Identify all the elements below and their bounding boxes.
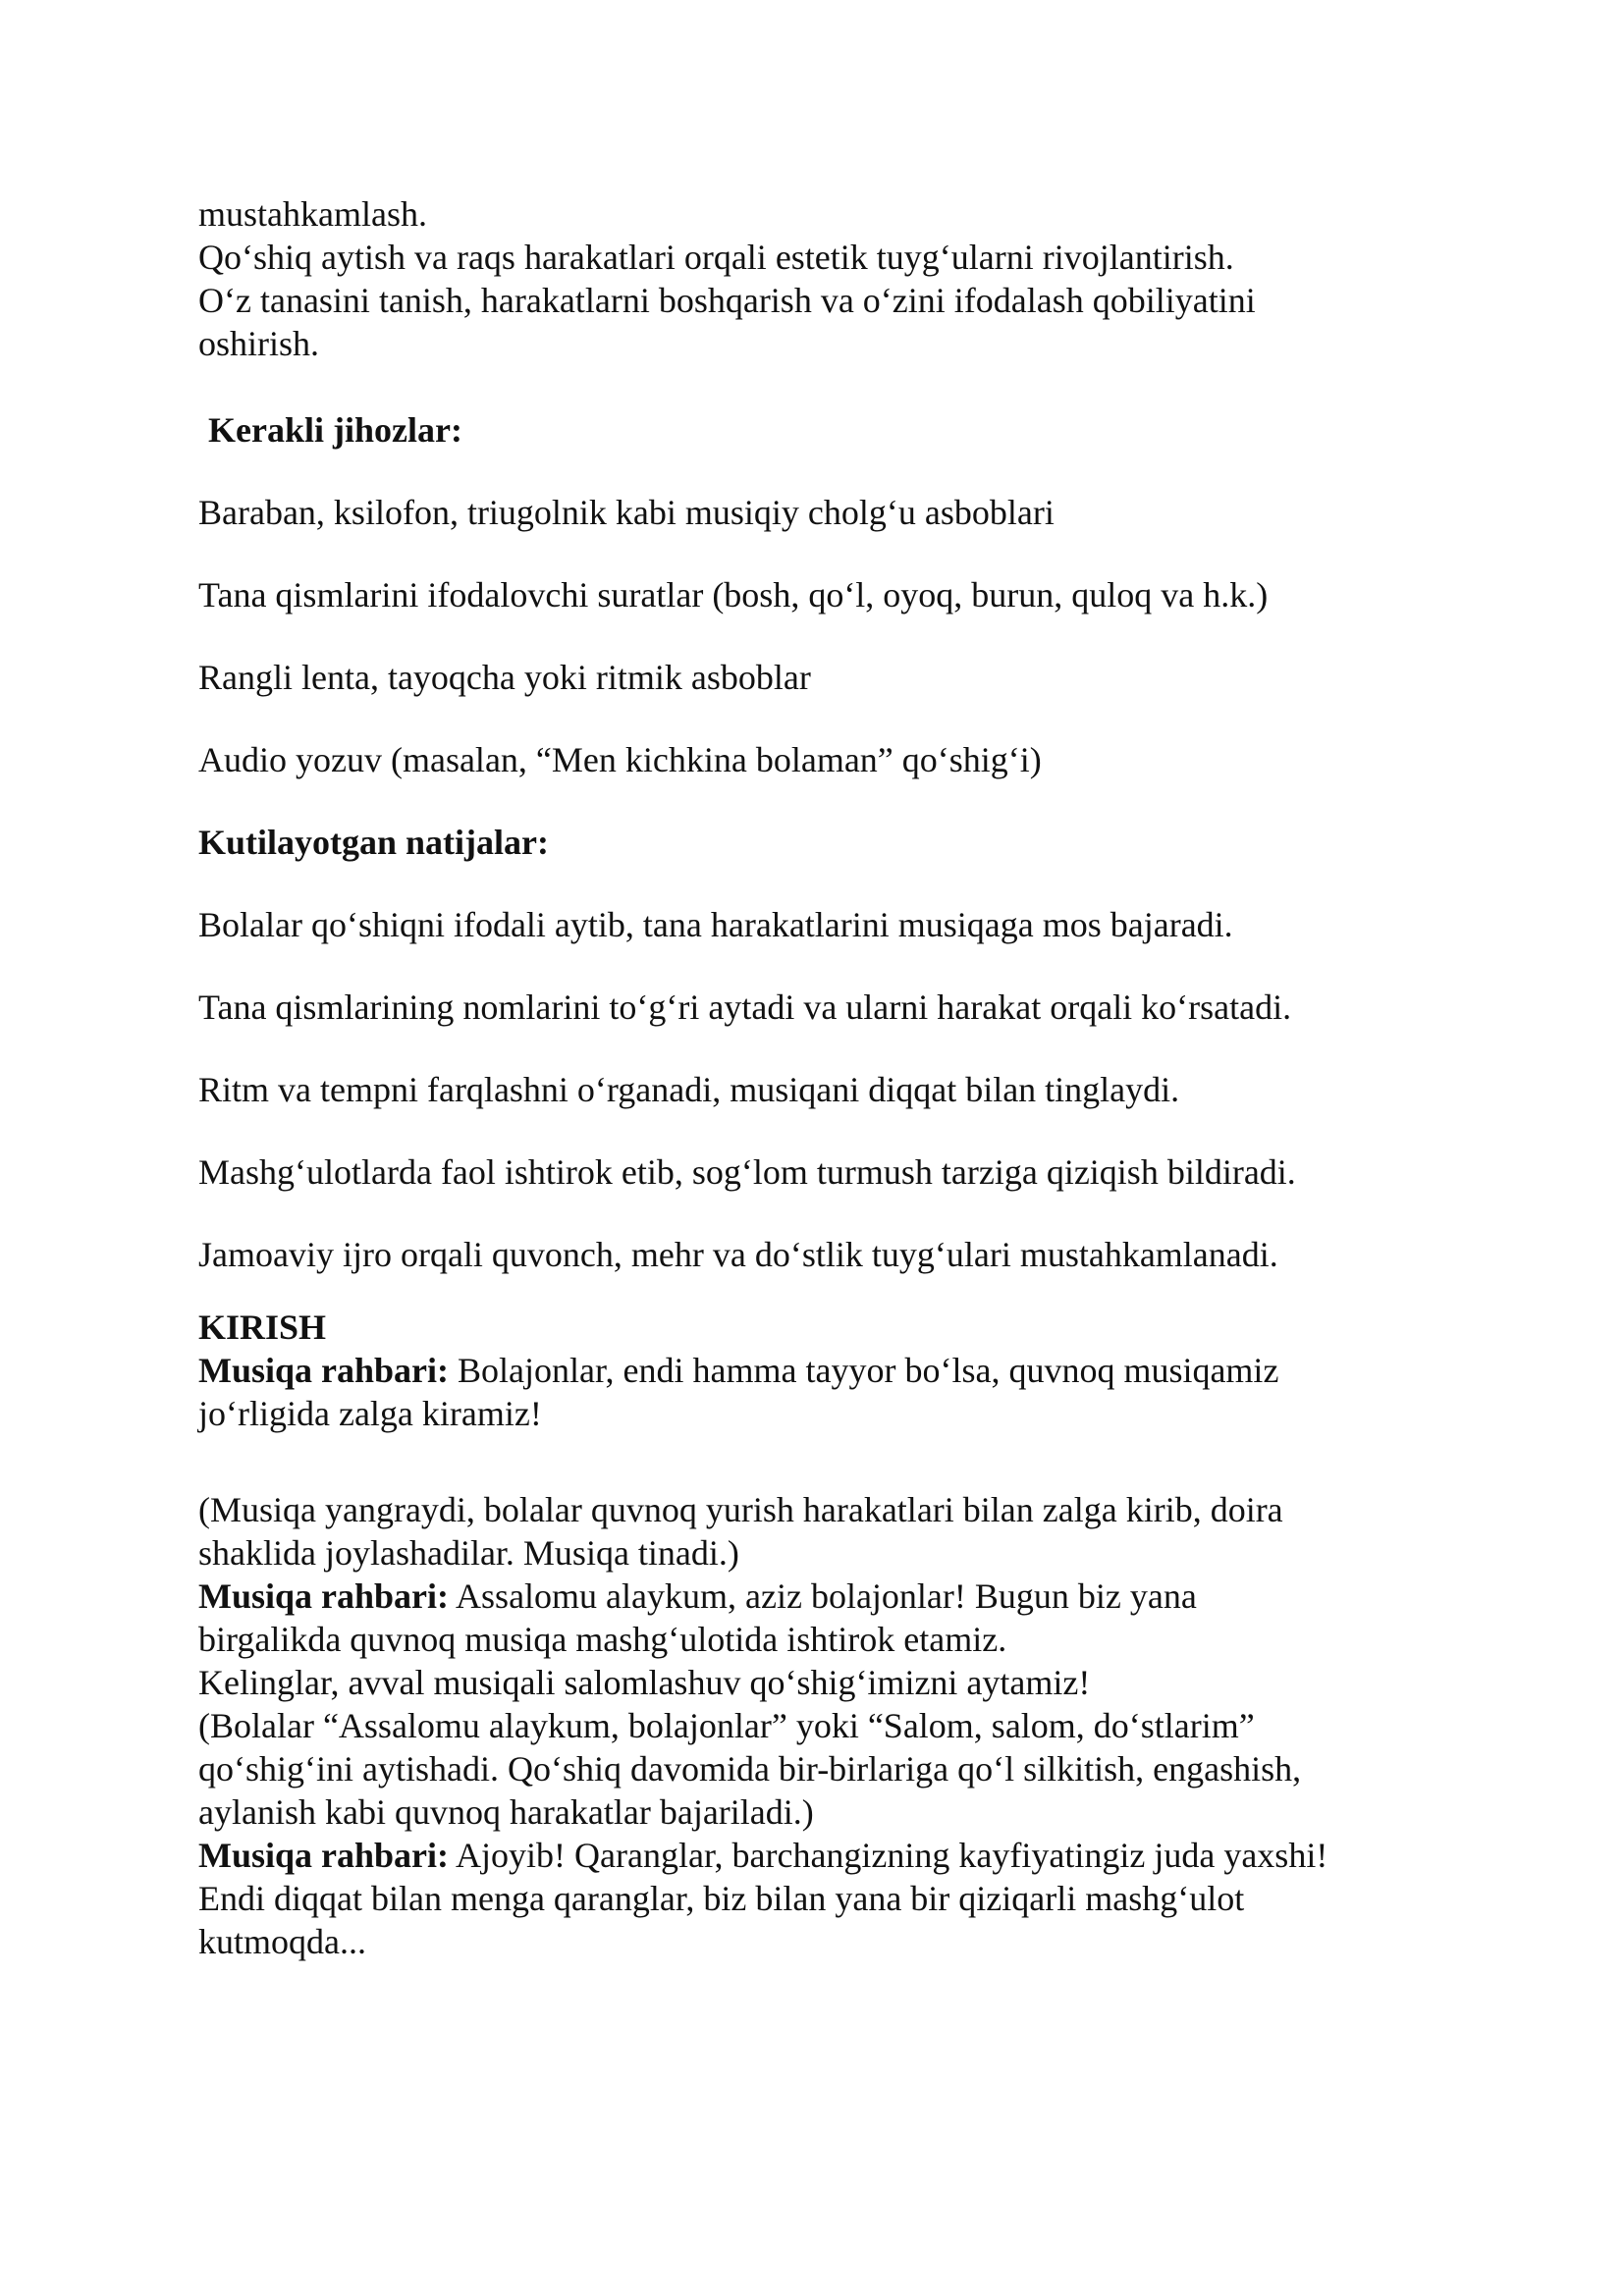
equipment-item: Baraban, ksilofon, triugolnik kabi musiqiy cholg‘u asboblari [198,493,1055,532]
dialogue-text: Bolajonlar, endi hamma tayyor bo‘lsa, quvnoq musiqamiz [449,1351,1279,1390]
result-item: Jamoaviy ijro orqali quvonch, mehr va do‘stlik tuyg‘ulari mustahkamlanadi. [198,1235,1278,1274]
stage-direction-line: qo‘shig‘ini aytishadi. Qo‘shiq davomida bir-birlariga qo‘l silkitish, engashish, [198,1749,1302,1789]
stage-direction-line: shaklida joylashadilar. Musiqa tinadi.) [198,1533,739,1573]
dialogue-line: Kelinglar, avval musiqali salomlashuv qo‘shig‘imizni aytamiz! [198,1663,1091,1702]
speaker-label: Musiqa rahbari: [198,1576,450,1616]
intro-line: mustahkamlash. [198,194,427,234]
dialogue-paragraph [198,1575,1435,1618]
intro-line: oshirish. [198,324,320,363]
intro-line: Qo‘shiq aytish va raqs harakatlari orqali estetik tuyg‘ularni rivojlantirish. [198,238,1234,277]
dialogue-text: Assalomu alaykum, aziz bolajonlar! Bugun biz yana [449,1576,1197,1616]
stage-direction-line: aylanish kabi quvnoq harakatlar bajariladi.) [198,1792,814,1832]
result-item: Ritm va tempni farqlashni o‘rganadi, musiqani diqqat bilan tinglaydi. [198,1070,1180,1109]
stage-direction-line: (Bolalar “Assalomu alaykum, bolajonlar” yoki “Salom, salom, do‘stlarim” [198,1706,1255,1745]
stage-direction-line: (Musiqa yangraydi, bolalar quvnoq yurish harakatlari bilan zalga kirib, doira [198,1490,1283,1529]
dialogue-paragraph [198,1349,1435,1392]
dialogue-paragraph [198,1834,1435,1877]
speaker-label: Musiqa rahbari: [198,1836,450,1875]
result-item: Tana qismlarining nomlarini to‘g‘ri aytadi va ularni harakat orqali ko‘rsatadi. [198,988,1292,1027]
results-heading: Kutilayotgan natijalar: [198,823,549,862]
document-body [198,192,1435,1963]
dialogue-line: birgalikda quvnoq musiqa mashg‘ulotida ishtirok etamiz. [198,1620,1007,1659]
dialogue-line: kutmoqda... [198,1922,366,1961]
equipment-item: Tana qismlarini ifodalovchi suratlar (bosh, qo‘l, oyoq, burun, quloq va h.k.) [198,575,1269,614]
dialogue-line: Endi diqqat bilan menga qaranglar, biz bilan yana bir qiziqarli mashg‘ulot [198,1879,1245,1918]
equipment-item: Audio yozuv (masalan, “Men kichkina bolaman” qo‘shig‘i) [198,740,1042,779]
kirish-heading: KIRISH [198,1308,327,1347]
equipment-heading: Kerakli jihozlar: [208,410,462,450]
intro-line: O‘z tanasini tanish, harakatlarni boshqarish va o‘zini ifodalash qobiliyatini [198,281,1256,320]
equipment-item: Rangli lenta, tayoqcha yoki ritmik asboblar [198,658,811,697]
dialogue-line: jo‘rligida zalga kiramiz! [198,1394,542,1433]
result-item: Mashg‘ulotlarda faol ishtirok etib, sog‘lom turmush tarziga qiziqish bildiradi. [198,1152,1296,1192]
speaker-label: Musiqa rahbari: [198,1351,450,1390]
result-item: Bolalar qo‘shiqni ifodali aytib, tana harakatlarini musiqaga mos bajaradi. [198,905,1233,944]
dialogue-text: Ajoyib! Qaranglar, barchangizning kayfiyatingiz juda yaxshi! [449,1836,1328,1875]
